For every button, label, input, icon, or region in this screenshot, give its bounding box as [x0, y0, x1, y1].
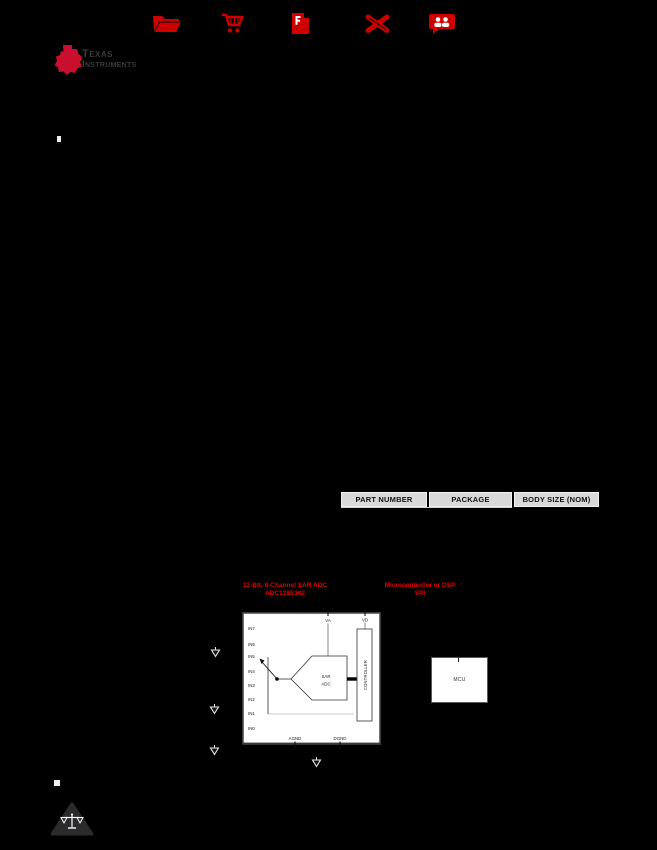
adc-controller-bus: [347, 677, 357, 680]
text-remnant-mark: [57, 136, 61, 142]
input-label-in7: IN7: [248, 626, 255, 631]
sar-adc-label-line2: ADC: [321, 681, 331, 687]
mcu-pin-tick: [458, 657, 459, 662]
figure-caption-left-line1: 12-Bit, 8-Channel SAR ADC: [242, 582, 328, 589]
brand-name-texas: Texas: [82, 48, 114, 60]
folder-open-icon[interactable]: [151, 13, 183, 35]
controller-label: CONTROLLER: [362, 660, 368, 690]
block-diagram: [242, 609, 381, 751]
device-information-table: [341, 492, 599, 507]
input-label-in6: IN6: [248, 642, 255, 647]
table-header-body-size: BODY SIZE (NOM): [514, 492, 599, 507]
figure-caption-right: [365, 582, 475, 598]
signal-source-icon: [210, 647, 221, 659]
signal-source-icon: [209, 704, 220, 716]
input-label-in2: IN2: [248, 697, 255, 702]
ground-symbol-icon: [311, 757, 322, 769]
ti-logo-icon: [53, 43, 83, 77]
table-header-part-number: PART NUMBER: [341, 492, 427, 507]
mcu-block: [431, 657, 488, 703]
figure-caption-right-line2: SPI: [414, 590, 426, 597]
shopping-cart-icon[interactable]: [221, 13, 245, 34]
ground-label-agnd: AGND: [288, 736, 302, 741]
adc-device-outline-bottom: [243, 743, 380, 745]
sar-adc-label-line1: SAR: [321, 674, 331, 679]
text-remnant-mark: [54, 780, 60, 786]
table-header-package: PACKAGE: [429, 492, 512, 507]
mcu-label: MCU: [453, 677, 466, 683]
support-community-icon[interactable]: [428, 12, 456, 36]
input-label-in4: IN4: [248, 669, 255, 674]
figure-caption-right-line1: Microcontroller or DSP: [384, 582, 456, 589]
figure-caption-left: [230, 582, 340, 598]
brand-name-instruments: Instruments: [82, 59, 137, 70]
tools-icon[interactable]: [364, 12, 391, 35]
input-label-in3: IN3: [248, 683, 255, 688]
supply-label-vd: VD: [361, 617, 369, 623]
important-notice-scales-icon: [50, 802, 94, 836]
signal-source-icon: [209, 745, 220, 757]
input-label-in1: IN1: [248, 711, 255, 716]
input-label-in5: IN5: [248, 654, 255, 659]
figure-caption-left-line2: ADC128S102: [264, 590, 306, 597]
mux-common-node: [275, 677, 279, 681]
table-row-divider: [341, 507, 512, 508]
input-label-in0: IN0: [248, 726, 255, 731]
document-icon[interactable]: [290, 12, 311, 35]
ground-label-dgnd: DGND: [333, 736, 347, 741]
supply-label-va: VA: [325, 618, 331, 623]
